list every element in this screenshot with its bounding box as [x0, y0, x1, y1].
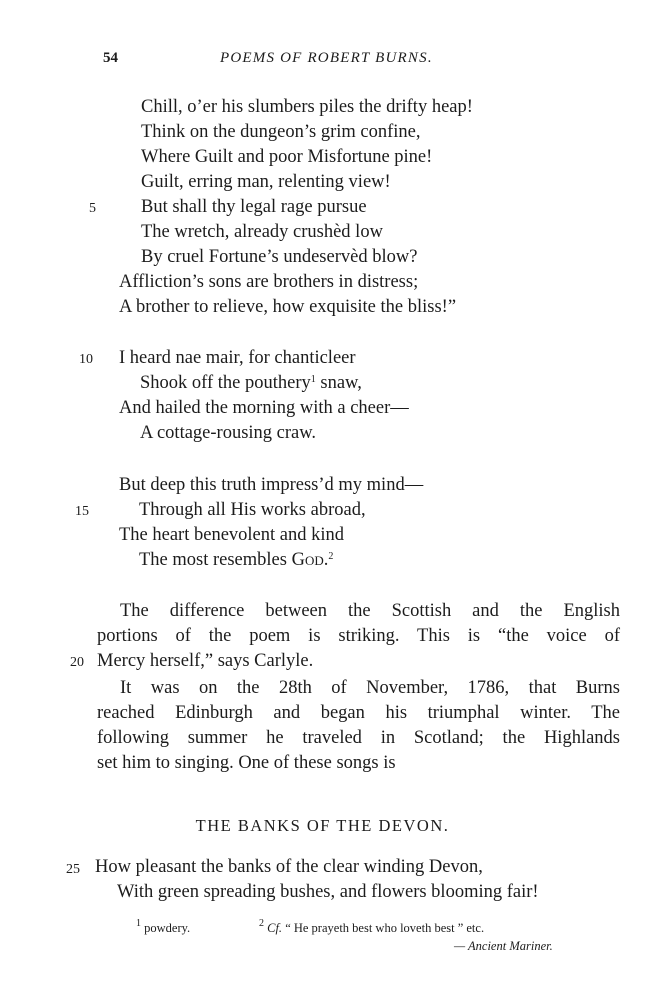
- verse-line: With green spreading bushes, and flowers blooming fair!: [117, 882, 539, 902]
- line-number: 10: [79, 352, 93, 367]
- verse-line: The wretch, already crushèd low: [141, 222, 383, 242]
- verse-line: But shall thy legal rage pursue: [141, 197, 367, 217]
- footnote-ref: 2: [328, 551, 334, 562]
- footnote-ref: 1: [310, 374, 316, 385]
- verse-line: Chill, o’er his slumbers piles the drifty heap!: [141, 97, 473, 117]
- verse-line: Through all His works abroad,: [139, 500, 366, 520]
- verse-line: Where Guilt and poor Misfortune pine!: [141, 147, 433, 167]
- verse-line: But deep this truth impress’d my mind—: [119, 475, 424, 495]
- verse-line: How pleasant the banks of the clear winding Devon,: [95, 857, 483, 877]
- verse-line: And hailed the morning with a cheer—: [119, 398, 409, 418]
- line-number: 15: [75, 504, 89, 519]
- page-number: 54: [103, 50, 118, 66]
- verse-line: Think on the dungeon’s grim confine,: [141, 122, 421, 142]
- running-title: POEMS OF ROBERT BURNS.: [220, 50, 433, 66]
- prose-line: reached Edinburgh and began his triumphal winter. The: [97, 703, 620, 723]
- footnote-1: [136, 918, 191, 936]
- footnote-mark: 1: [136, 918, 141, 929]
- verse-line: I heard nae mair, for chanticleer: [119, 348, 356, 368]
- footnote-mark: 2: [259, 918, 264, 929]
- prose-line: Mercy herself,” says Carlyle.: [97, 651, 314, 671]
- song-title: THE BANKS OF THE DEVON.: [195, 816, 450, 835]
- footnote-source: — Ancient Mariner.: [454, 939, 553, 953]
- footnote-text: powdery.: [141, 921, 191, 935]
- footnote-cf: Cf.: [264, 921, 283, 935]
- line-number: 20: [70, 655, 84, 670]
- verse-text: The most resembles: [139, 550, 292, 570]
- verse-line: A brother to relieve, how exquisite the bliss!”: [119, 297, 457, 317]
- line-number: 5: [89, 201, 96, 216]
- prose-line: set him to singing. One of these songs is: [97, 753, 396, 773]
- verse-line: [140, 371, 362, 396]
- footnote-2: [259, 918, 485, 936]
- verse-line: Affliction’s sons are brothers in distress;: [119, 272, 419, 292]
- footnote-text: “ He prayeth best who loveth best ” etc.: [282, 921, 485, 935]
- verse-line: The heart benevolent and kind: [119, 525, 344, 545]
- prose-line: following summer he traveled in Scotland; the Highlands: [97, 728, 620, 748]
- verse-text: snaw,: [315, 373, 362, 393]
- line-number: 25: [66, 862, 80, 877]
- prose-line: The difference between the Scottish and the English: [120, 601, 620, 621]
- verse-text-god: God.: [291, 550, 329, 570]
- verse-line: [139, 548, 333, 573]
- verse-line: A cottage-rousing craw.: [140, 423, 317, 443]
- verse-text: Shook off the pouthery: [140, 373, 311, 393]
- prose-line: It was on the 28th of November, 1786, that Burns: [120, 678, 620, 698]
- verse-line: By cruel Fortune’s undeservèd blow?: [141, 247, 418, 267]
- verse-line: Guilt, erring man, relenting view!: [141, 172, 391, 192]
- prose-line: portions of the poem is striking. This is “the voice of: [97, 626, 620, 646]
